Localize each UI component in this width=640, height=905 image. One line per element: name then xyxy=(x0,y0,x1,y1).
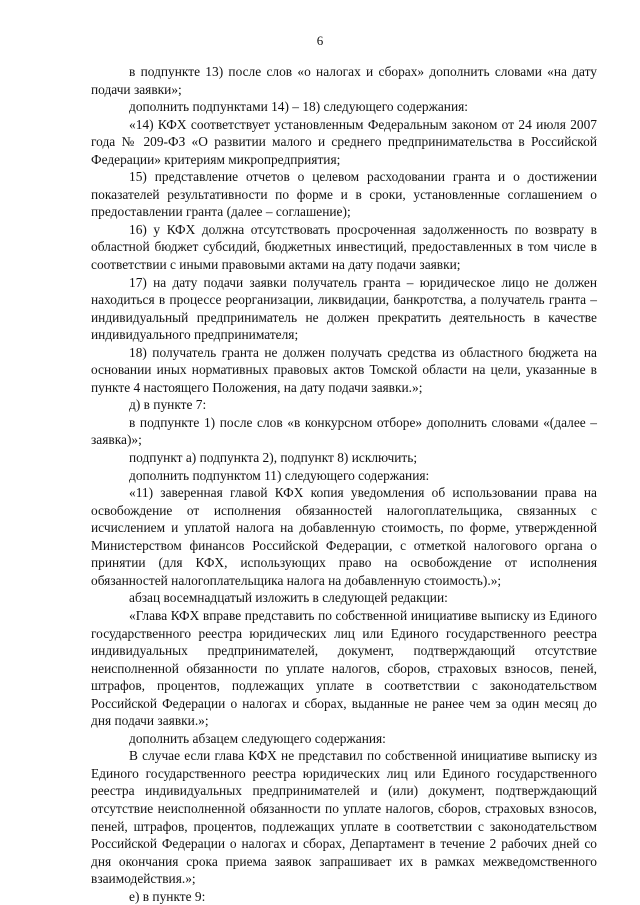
paragraph: дополнить подпунктом 11) следующего содержания: xyxy=(129,467,430,483)
page-number: 6 xyxy=(316,33,324,48)
paragraph: «14) КФХ соответствует установленным Федеральным законом от 24 июля 2007 года № 209-ФЗ «О развитии малого и среднего предпринимательства в Российской Федерации» критериям микропредприятия; xyxy=(91,116,597,167)
paragraph: подпункт а) подпункта 2), подпункт 8) исключить; xyxy=(129,450,418,466)
paragraph: В случае если глава КФХ не представил по собственной инициативе выписку из Единого государственного реестра юридических лиц или Единого государственного реестра индивидуальных предпринимателей и (или) документ, подтверждающий отсутствие неисполненной обязанности по уплате налогов, сборов, страховых взносов, пеней, штрафов, процентов, подлежащих уплате в соответствии с законодательством Российской Федерации о налогах и сборах, Департамент в течение 2 рабочих дней со дня окончания срока приема заявок запрашивает их в рамках межведомственного взаимодействия.»; xyxy=(91,748,597,887)
paragraph: дополнить подпунктами 14) – 18) следующего содержания: xyxy=(129,99,469,115)
paragraph: 18) получатель гранта не должен получать средства из областного бюджета на основании иных нормативных правовых актов Томской области на цели, указанные в пункте 4 настоящего Положения, на дату подачи заявки.»; xyxy=(91,344,597,395)
paragraph: 15) представление отчетов о целевом расходовании гранта и о достижении показателей результативности по форме и в сроки, установленные соглашением о предоставлении гранта (далее – соглашение); xyxy=(91,169,597,220)
body-text xyxy=(91,63,597,905)
paragraph: 16) у КФХ должна отсутствовать просроченная задолженность по возврату в областной бюджет субсидий, бюджетных инвестиций, предоставленных в том числе в соответствии с иными правовыми актами на дату подачи заявки; xyxy=(91,221,597,273)
paragraph: в подпункте 1) после слов «в конкурсном отборе» дополнить словами «(далее – заявка)»; xyxy=(91,414,597,448)
paragraph: 17) на дату подачи заявки получатель гранта – юридическое лицо не должен находиться в процессе реорганизации, ликвидации, банкротства, а получатель гранта – индивидуальный предприниматель не должен прекратить деятельность в качестве индивидуального предпринимателя; xyxy=(91,274,597,343)
paragraph: д) в пункте 7: xyxy=(129,397,207,413)
paragraph: в подпункте 13) после слов «о налогах и сборах» дополнить словами «на дату подачи заявки»; xyxy=(91,64,597,97)
paragraph: абзац восемнадцатый изложить в следующей редакции: xyxy=(129,590,448,606)
paragraph: дополнить абзацем следующего содержания: xyxy=(129,730,386,746)
paragraph: е) в пункте 9: xyxy=(129,888,206,904)
paragraph: «Глава КФХ вправе представить по собственной инициативе выписку из Единого государственного реестра юридических лиц или Единого государственного реестра индивидуальных предпринимателей, документ, подтверждающий отсутствие неисполненной обязанности по уплате налогов, сборов, страховых взносов, пеней, штрафов, процентов, подлежащих уплате в соответствии с законодательством Российской Федерации о налогах и сборах, выданные не ранее чем за один месяц до дня подачи заявки.»; xyxy=(91,607,597,729)
paragraph: «11) заверенная главой КФХ копия уведомления об использовании права на освобождение от исполнения обязанностей налогоплательщика, связанных с исчислением и уплатой налога на добавленную стоимость, по форме, утвержденной Министерством финансов Российской Федерации, с отметкой налогового органа о принятии (для КФХ, использующих право на освобождение от исполнения обязанностей налогоплательщика налога на добавленную стоимость).»; xyxy=(91,485,597,588)
